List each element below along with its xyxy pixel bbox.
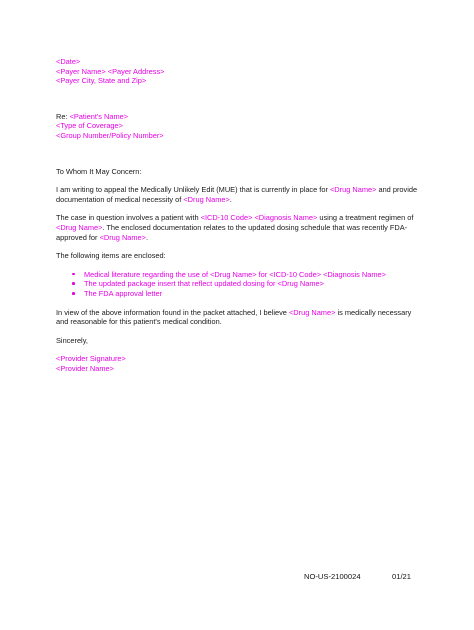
provider-name-placeholder: <Provider Name> xyxy=(56,363,114,373)
provider-signature-placeholder: <Provider Signature> xyxy=(56,354,126,364)
document-code: NO-US-2100024 xyxy=(304,572,361,581)
sender-block xyxy=(56,57,418,86)
list-item xyxy=(72,289,418,299)
signature-block xyxy=(56,354,418,373)
payer-address-placeholder: <Payer Address> xyxy=(107,66,165,76)
para2-text-5: . xyxy=(145,232,149,242)
closing: Sincerely, xyxy=(56,335,88,345)
icd-code-placeholder: <ICD-10 Code> xyxy=(200,213,253,223)
bullet-icon xyxy=(72,292,75,295)
drug-name-placeholder: <Drug Name> xyxy=(288,307,336,317)
enclosed-intro: The following items are enclosed: xyxy=(56,251,166,261)
para1-text-1: I am writing to appeal the Medically Unlikely Edit (MUE) that is currently in place for xyxy=(56,185,330,195)
para3-text-2: is medically necessary and reasonable for this patient's medical condition. xyxy=(56,307,412,327)
para3-text-1: In view of the above information found in the packet attached, I believe xyxy=(56,307,289,317)
paragraph-1 xyxy=(56,185,418,204)
drug-name-placeholder: <Drug Name> xyxy=(99,232,146,242)
re-prefix: Re: xyxy=(56,111,70,121)
diagnosis-name-placeholder: <Diagnosis Name> xyxy=(254,213,318,223)
bullet-icon xyxy=(72,282,75,285)
payer-name-placeholder: <Payer Name> xyxy=(56,66,106,76)
payer-line xyxy=(56,67,418,77)
re-block xyxy=(56,112,418,141)
para1-text-3: . xyxy=(229,194,232,204)
drug-name-placeholder: <Drug Name> xyxy=(56,222,103,232)
paragraph-2 xyxy=(56,213,418,242)
patient-name-placeholder: <Patient's Name> xyxy=(69,111,129,121)
list-item-text: The FDA approval letter xyxy=(84,288,163,298)
letter-body xyxy=(56,57,418,373)
list-item xyxy=(72,270,418,280)
para1-text-2: and provide documentation of medical necessity of xyxy=(56,185,418,204)
date-placeholder: <Date> xyxy=(56,57,81,66)
paragraph-3 xyxy=(56,308,418,327)
enclosed-list xyxy=(56,270,418,299)
list-item-text: Medical literature regarding the use of <Drug Name> for <ICD-10 Code> <Diagnosis Name> xyxy=(84,269,386,279)
page-number: 01/21 xyxy=(392,572,412,581)
drug-name-placeholder: <Drug Name> xyxy=(329,185,377,195)
para2-text-4: . The enclosed documentation relates to the updated dosing schedule that was recently FDA-approved for xyxy=(56,222,408,242)
salutation: To Whom It May Concern: xyxy=(56,166,142,176)
drug-name-placeholder: <Drug Name> xyxy=(183,194,230,204)
list-item xyxy=(72,279,418,289)
para2-text-1: The case in question involves a patient with xyxy=(56,213,201,223)
list-item-text: The updated package insert that reflect updated dosing for <Drug Name> xyxy=(84,279,324,289)
re-line xyxy=(56,112,418,122)
coverage-type-placeholder: <Type of Coverage> xyxy=(56,121,123,131)
group-policy-placeholder: <Group Number/Policy Number> xyxy=(56,130,164,140)
bullet-icon xyxy=(72,273,75,276)
payer-city-placeholder: <Payer City, State and Zip> xyxy=(56,76,147,86)
para2-text-3: using a treatment regimen of xyxy=(317,213,414,223)
